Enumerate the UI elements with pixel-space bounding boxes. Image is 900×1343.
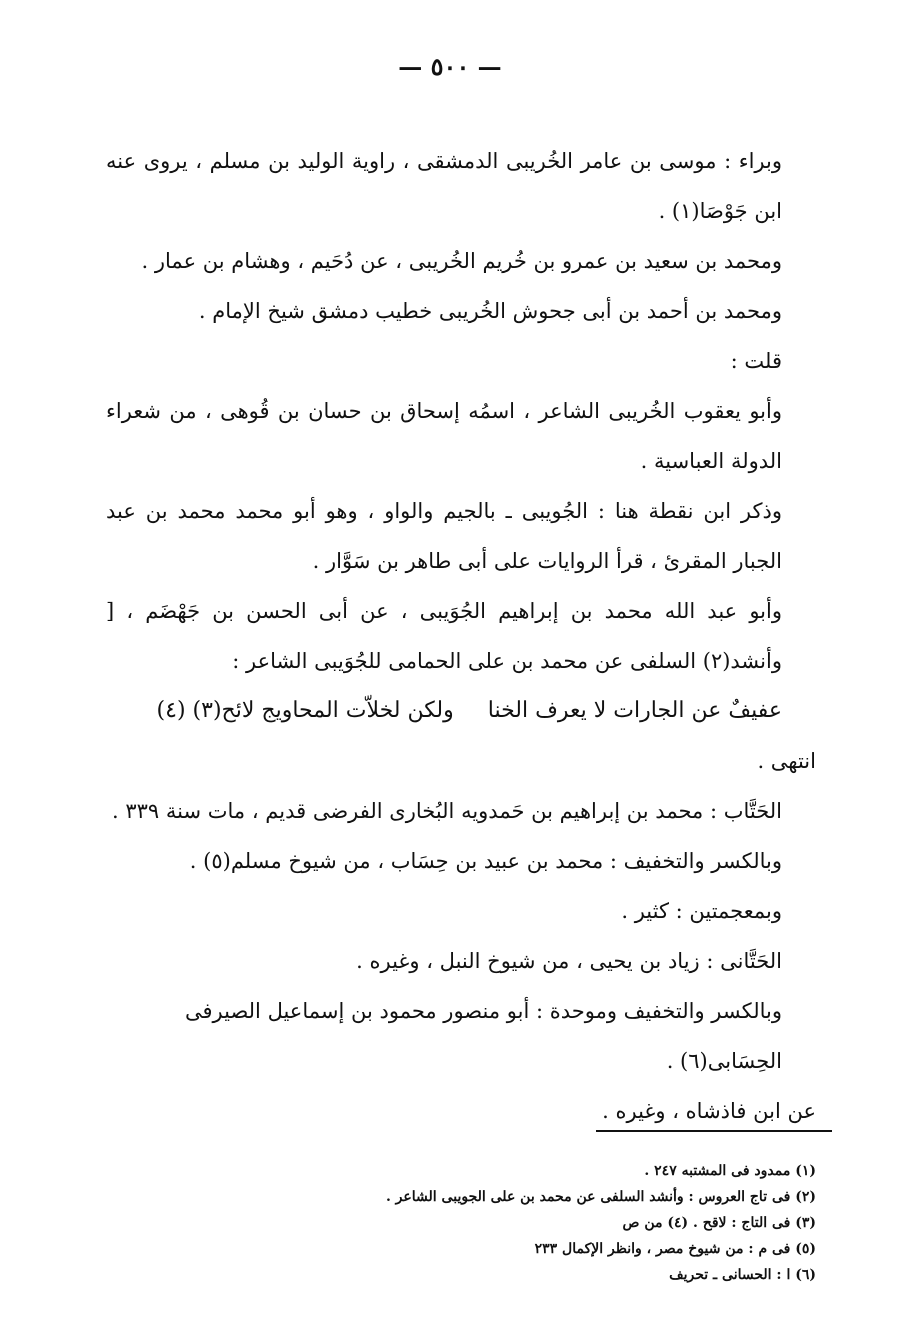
footnote: (٣) فى التاج : لاقح . (٤) من ص [622, 1215, 816, 1231]
footnote: (٥) فى م : من شيوخ مصر ، وانظر الإكمال ٢٣٣ [534, 1241, 816, 1257]
entry-paragraph: وأبو يعقوب الخُريبى الشاعر ، اسمُه إسحاق بن حسان بن قُوهى ، من شعراء الدولة العباسية . [106, 399, 782, 473]
footnote-divider [596, 1130, 832, 1132]
poetry-verse [106, 686, 816, 736]
footnote: (٦) ا : الحسانى ـ تحريف [669, 1267, 816, 1283]
entry-paragraph: وأبو عبد الله محمد بن إبراهيم الجُوَيبى ، عن أبى الحسن بن جَهْضَم ، [ وأنشد(٢) السلفى عن محمد بن على الحمامى للجُوَيبى الشاعر : [106, 599, 782, 673]
entry-paragraph: الحَتَّانى : زياد بن يحيى ، من شيوخ النبل ، وغيره . [356, 949, 782, 973]
entry-paragraph: وبالكسر والتخفيف : محمد بن عبيد بن حِسَاب ، من شيوخ مسلم(٥) . [189, 849, 782, 873]
entry-paragraph: الحَتَّاب : محمد بن إبراهيم بن حَمدويه البُخارى الفرضى قديم ، مات سنة ٣٣٩ . [111, 799, 782, 823]
footnote: (١) ممدود فى المشتبه ٢٤٧ . [644, 1163, 816, 1179]
entry-paragraph: وبراء : موسى بن عامر الخُريبى الدمشقى ، راوية الوليد بن مسلم ، يروى عنه ابن جَوْصَا(١) . [106, 149, 782, 223]
footnotes [300, 1158, 816, 1288]
entry-paragraph: عن ابن فاذشاه ، وغيره . [602, 1099, 816, 1123]
verse-second-hemistich: ولكن لخلاّت المحاويج لائح(٣) (٤) [156, 698, 454, 723]
entry-paragraph: ومحمد بن أحمد بن أبى جحوش الخُريبى خطيب دمشق شيخ الإمام . [198, 299, 782, 323]
section-heading: قلت : [730, 349, 782, 373]
footnote: (٢) فى تاج العروس : وأنشد السلفى عن محمد بن على الجويبى الشاعر . [385, 1189, 816, 1205]
page-number: — ٥٠٠ — [398, 52, 502, 81]
entry-paragraph: ومحمد بن سعيد بن عمرو بن خُريم الخُريبى ، عن دُحَيم ، وهشام بن عمار . [141, 249, 782, 273]
main-text [106, 136, 816, 1136]
entry-paragraph: انتهى . [757, 749, 816, 773]
entry-paragraph: وذكر ابن نقطة هنا : الجُويبى ـ بالجيم والواو ، وهو أبو محمد محمد بن عبد الجبار المقرئ ، قرأ الروايات على أبى طاهر بن سَوَّار . [106, 499, 782, 573]
entry-paragraph: وبمعجمتين : كثير . [621, 899, 782, 923]
verse-first-hemistich: عفيفٌ عن الجارات لا يعرف الخنا [487, 698, 782, 723]
entry-paragraph: وبالكسر والتخفيف وموحدة : أبو منصور محمود بن إسماعيل الصيرفى الحِسَابى(٦) . [184, 999, 782, 1073]
